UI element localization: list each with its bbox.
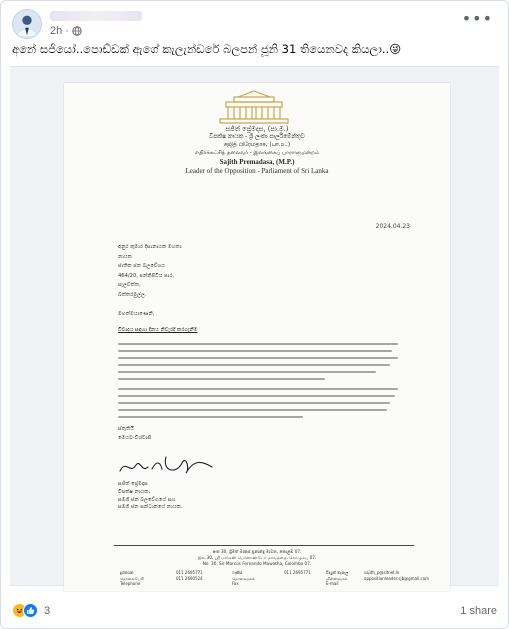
letterhead-tamil-name: சஜித் பிரேமதாச, (பா.உ.)	[223, 142, 291, 148]
more-options-icon[interactable]: •••	[461, 9, 493, 28]
footer-text: 011 2695771	[176, 570, 203, 575]
post-image[interactable]	[10, 66, 499, 586]
letter-subject: විවාදය සඳහා දිනය නිවැරදි කරගැනීම	[118, 327, 198, 333]
closing-line: මෙයට-විශ්වාසී	[118, 434, 152, 441]
footer-text: විද්‍යුත් තැපෑල	[326, 570, 349, 575]
address-line: පැලවත්ත,	[118, 282, 141, 289]
footer-text: தொலைபேசி	[120, 575, 144, 581]
footer-text: දුරකථන	[120, 570, 134, 575]
footer-text: மின்னஞ்சல்	[326, 575, 348, 581]
reactions-summary[interactable]	[12, 603, 50, 618]
footer-address-line: අංක 30, ශ්‍රීමත් මාකස් ප්‍රනාන්දු මාවත, කොළඹ 07.	[212, 549, 302, 554]
address-line: බත්තරමුල්ල.	[118, 291, 147, 298]
profile-avatar[interactable]	[12, 9, 42, 39]
address-line: ජාතික ජන බලවේගය	[118, 263, 166, 270]
footer-text: 011 2690524	[176, 575, 203, 581]
letter-closing	[118, 425, 151, 442]
footer-text: E-mail	[326, 581, 339, 587]
footer-text: 011 2695771	[284, 570, 311, 575]
footer-email-label	[326, 570, 348, 587]
letterhead-tamil-title: எதிர்க்கட்சித் தலைவர் - இலங்கைப் பாராளுமன்றம்	[194, 150, 320, 156]
footer-text: Telephone	[120, 581, 141, 587]
parliament-crest-icon	[214, 89, 294, 125]
author-name-blurred[interactable]	[50, 11, 142, 21]
footer-text: Fax	[232, 581, 239, 587]
letter-date: 2024.04.23	[375, 223, 410, 230]
letterhead-english-title: Leader of the Opposition - Parliament of Sri Lanka	[185, 167, 329, 175]
signer-line: සමගි ජන සන්ධානයේ නායක.	[118, 504, 183, 511]
signer-line: විපක්ෂ නායක,	[118, 488, 151, 495]
footer-divider	[114, 545, 414, 546]
footer-telephone-label	[120, 570, 144, 587]
footer-text: sajith_p@sltnet.lk	[364, 570, 400, 575]
signer-line: සමගි ජන බලවේගයේ සහ	[118, 496, 176, 503]
footer-text: ෆැක්ස්	[232, 570, 242, 575]
signer-line: සජිත් ප්‍රේමදාස	[118, 481, 148, 487]
footer-text: oppositionleader.sjb@gmail.com	[364, 575, 430, 581]
footer-address-line: இல.30, ஸ்ரீ மார்கஸ் பெர்னாண்டோ மாவத்தை, கொழும்பு 07.	[197, 555, 317, 560]
footer-address	[64, 549, 450, 567]
globe-icon	[72, 26, 82, 36]
footer-fax-label	[232, 570, 255, 587]
footer-text: தொலைநகல்	[232, 575, 256, 581]
footer-fax-number	[284, 570, 311, 576]
letterhead-sinhala-name: සජිත් ප්‍රේමදාස, (පා.ම.)	[225, 125, 289, 133]
recipient-address	[118, 243, 182, 301]
closing-line: ස්තුතියි	[118, 426, 134, 432]
reaction-count[interactable]: 3	[44, 604, 51, 617]
handwritten-signature	[116, 449, 226, 479]
address-line: 464/20, පන්නිපිටිය පාර,	[118, 272, 175, 279]
address-line: අනුර කුමාර දිසානායක මහතා	[118, 244, 182, 250]
post-caption: අනේ සජියෝ..පොඩ්ඩක් ඇගේ කැලැන්ඩරේ බලපන් ජූනි 31 තියෙනවද කියලා..😜	[12, 42, 402, 56]
avatar-person-icon	[13, 9, 41, 39]
letter-paragraph-2	[118, 388, 398, 423]
letter-paragraph-1	[118, 343, 398, 385]
footer-email-addresses	[364, 570, 429, 581]
share-count[interactable]: 1 share	[460, 605, 497, 617]
letter-signer	[118, 481, 182, 512]
post-time[interactable]: 2h	[50, 25, 63, 37]
post-header: 2h ·	[12, 8, 142, 40]
letter-document	[64, 83, 450, 591]
address-line: නායක	[118, 253, 132, 260]
letter-salutation: මහත්මයාණෙනි,	[118, 311, 155, 317]
footer-address-line: No. 30, Sir Marcus Fernando Mawatha, Colombo 07.	[202, 561, 312, 566]
letterhead-english-name: Sajith Premadasa, (M.P.)	[219, 158, 295, 166]
letterhead-sinhala-title: විපක්ෂ නායක - ශ්‍රී ලංකා පාර්ලිමේන්තුව	[209, 134, 305, 140]
footer-telephone-numbers	[176, 570, 203, 581]
like-icon	[23, 603, 38, 618]
